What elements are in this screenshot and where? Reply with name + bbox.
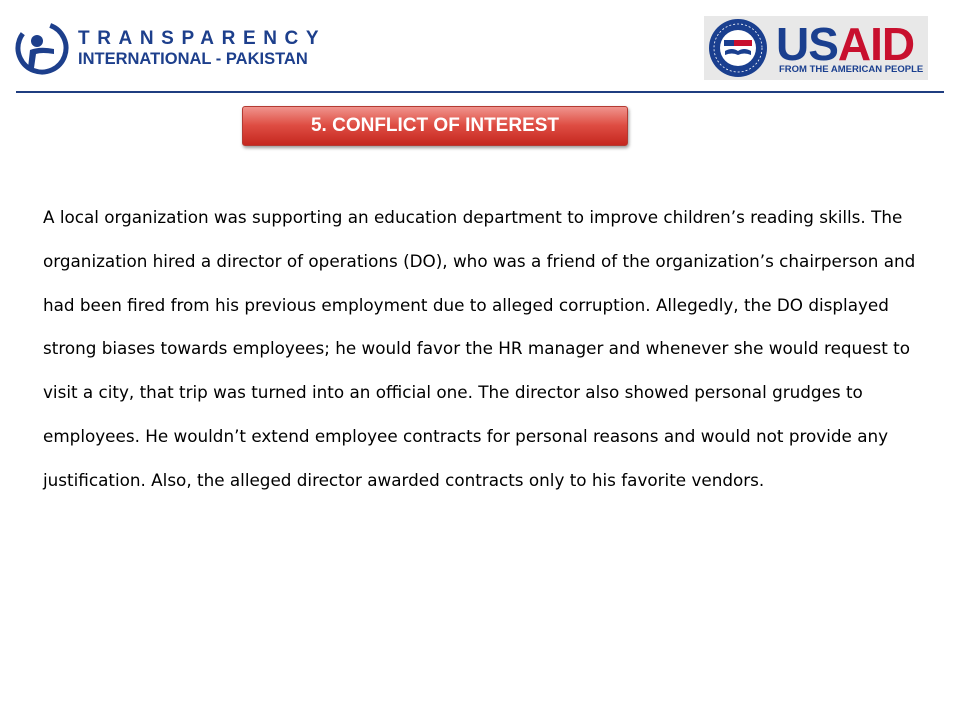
usaid-tagline: FROM THE AMERICAN PEOPLE <box>779 64 924 75</box>
usaid-wordmark-us: US <box>776 18 838 70</box>
ti-logo-line2: INTERNATIONAL - PAKISTAN <box>78 50 308 68</box>
usaid-wordmark-aid: AID <box>837 18 915 70</box>
usaid-seal-icon <box>706 17 770 79</box>
ti-emblem-icon <box>14 20 72 76</box>
usaid-wordmark <box>776 18 914 70</box>
slide-title-box <box>242 106 628 146</box>
transparency-international-logo <box>14 20 327 76</box>
usaid-logo <box>704 16 928 80</box>
ti-logo-line1: TRANSPARENCY <box>78 28 327 49</box>
slide-title: 5. CONFLICT OF INTEREST <box>310 115 560 136</box>
header-divider <box>16 91 944 93</box>
slide-body-text: A local organization was supporting an education department to improve children’s reading skills. The organization hired a director of operations (DO), who was a friend of the organization’s chairperson and had been fired from his previous employment due to alleged corruption. Allegedly, the DO displayed strong biases towards employees; he would favor the HR manager and whenever she would request to visit a city, that trip was turned into an official one. The director also showed personal grudges to employees. He wouldn’t extend employee contracts for personal reasons and would not provide any justification. Also, the alleged director awarded contracts only to his favorite vendors. <box>43 207 916 490</box>
